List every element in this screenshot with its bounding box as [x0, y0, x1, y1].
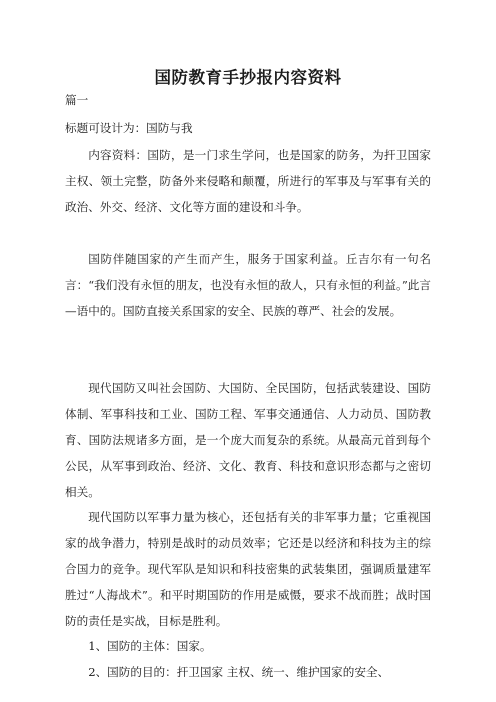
- paragraph-3: 现代国防又叫社会国防、大国防、全民国防，包括武装建设、国防体制、军事科技和工业、国防工程、军事交通通信、人力动员、国防教育、国防法规诸多方面，是一个庞大而复杂的系统。从最高元首到每个公民，从军事到政治、经济、文化、教育、科技和意识形态都与之密切相关。: [65, 381, 431, 499]
- paragraph-1: 内容资料：国防，是一门求生学问，也是国家的防务，为扞卫国家主权、领土完整，防备外来侵略和颠覆，所进行的军事及与军事有关的政治、外交、经济、文化等方面的建设和斗争。: [65, 148, 431, 214]
- subtitle-line: 标题可设计为：国防与我: [65, 121, 193, 135]
- paragraph-2: 国防伴随国家的产生而产生，服务于国家利益。丘吉尔有一句名言：“我们没有永恒的朋友，也没有永恒的敌人，只有永恒的利益。”此言—语中的。国防直接关系国家的安全、民族的尊严、社会的发展。: [65, 252, 431, 318]
- section-label: 篇一: [65, 93, 89, 107]
- paragraph-4: 现代国防以军事力量为核心，还包括有关的非军事力量；它重视国家的战争潜力，特别是战时的动员效率；它还是以经济和科技为主的综合国力的竞争。现代军队是知识和科技密集的武装集团，强调质量建军胜过“人海战术”。和平时期国防的作用是威慑，要求不战而胜；战时国防的责任是实战，目标是胜利。: [65, 510, 431, 628]
- list-item-1: 1、国防的主体：国家。: [88, 639, 212, 653]
- document-title: 国防教育手抄报内容资料: [154, 68, 342, 87]
- list-item-2: 2、国防的目的：扞卫国家 主权、统一、维护国家的安全、: [88, 665, 390, 679]
